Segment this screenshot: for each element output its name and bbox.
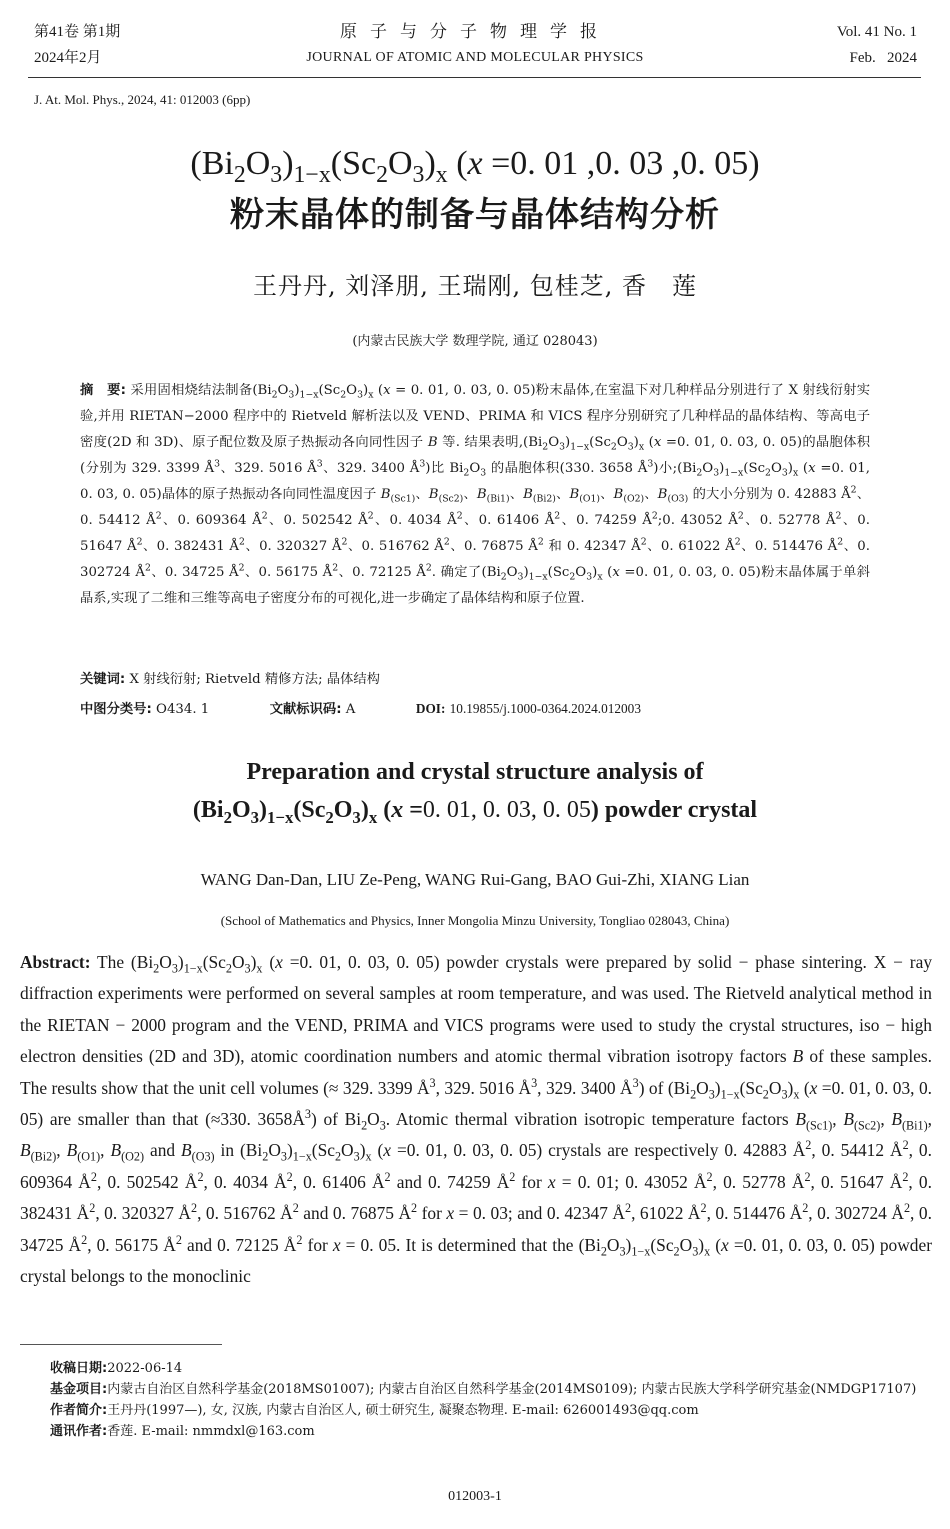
header-date-en: Feb. 2024 <box>849 50 917 66</box>
footnotes <box>50 1358 935 1442</box>
doi-label: DOI: <box>415 701 446 716</box>
fund-label: 基金项目: <box>50 1382 108 1397</box>
abstract-en-label: Abstract: <box>20 952 91 972</box>
abstract-cn <box>80 378 870 612</box>
header-volume-cn: 第41卷 第1期 <box>34 24 121 40</box>
footnote-author <box>50 1400 935 1421</box>
corresponding-label: 通讯作者: <box>50 1424 108 1439</box>
keywords-cn-label: 关键词: <box>80 672 126 687</box>
author-bio-value: 王丹丹(1997—), 女, 汉族, 内蒙古自治区人, 硕士研究生, 凝聚态物理. E-mail: 626001493@qq.com <box>107 1403 699 1418</box>
received-value: 2022-06-14 <box>107 1361 183 1376</box>
abstract-en-text: The $(Bi_2O_3)_{1-x}(Sc_2O_3)_x$ (x =0. 01, 0. 03, 0. 05) powder crystals were prepared by solid − phase sintering. X − ray diffraction experiments were performed on several samples at room temperature, and was used. The Rietveld analytical method in the RIETAN − 2000 program and the VEND, PRIMA and VICS programs were used to study the crystal structures, iso − high electron densities (2D and 3D), atomic coordination numbers and atomic thermal vibration isotropy factors B of these samples. The results show that the unit cell volumes (≈ 329. 3399 $Å^3$, 329. 5016 $Å^3$, 329. 3400 $Å^3$) of $(Bi_2O_3)_{1-x}(Sc_2O_3)_x$ (x =0. 01, 0. 03, 0. 05) are smaller than that (≈330. $3658Å^3$) of $Bi_2O_3$. Atomic thermal vibration isotropic temperature factors $B_{(Sc1)}$, $B_{(Sc2)}$, $B_{(Bi1)}$, $B_{(Bi2)}$, $B_{(O1)}$, $B_{(O2)}$ and $B_{(O3)}$ in $(Bi_2O_3)_{1-x}(Sc_2O_3)_x$ (x =0. 01, 0. 03, 0. 05) crystals are respectively 0. 42883 $Å^2$, 0. 54412 $Å^2$, 0. 609364 $Å^2$, 0. 502542 $Å^2$, 0. 4034 $Å^2$, 0. 61406 $Å^2$ and 0. 74259 $Å^2$ for x = 0. 01; 0. 43052 $Å^2$, 0. 52778 $Å^2$, 0. 51647 $Å^2$, 0. 382431 $Å^2$, 0. 320327 $Å^2$, 0. 516762 $Å^2$ and 0. 76875 $Å^2$ for x = 0. 03; and 0. 42347 $Å^2$, 61022 $Å^2$, 0. 514476 $Å^2$, 0. 302724 $Å^2$, 0. 34725 $Å^2$, 0. 56175 $Å^2$ and 0. 72125 $Å^2$ for x = 0. 05. It is determined that the $(Bi_2O_3)_{1-x}(Sc_2O_3)_x$ (x =0. 01, 0. 03, 0. 05) powder crystal belongs to the monoclinic <box>20 952 933 1287</box>
authors-cn: 王丹丹, 刘泽朋, 王瑞刚, 包桂芝, 香 莲 <box>252 272 698 300</box>
affiliation-cn: (内蒙古民族大学 数理学院, 通辽 028043) <box>352 334 598 349</box>
author-bio-label: 作者简介: <box>50 1403 108 1418</box>
header-rule <box>28 77 921 78</box>
abstract-cn-label: 摘 要: <box>80 383 126 398</box>
abstract-en <box>20 947 932 1292</box>
title-cn-formula: $(Bi_2O_3)_{1-x}(Sc_2O_3)_x$ (x =0. 01 ,0. 03 ,0. 05) <box>190 145 760 188</box>
fund-value: 内蒙古自治区自然科学基金(2018MS01007); 内蒙古自治区自然科学基金(2014MS0109); 内蒙古民族大学科学研究基金(NMDGP17107) <box>107 1382 917 1397</box>
title-en-line2: $(Bi_2O_3)_{1-x}(Sc_2O_3)_x$ (x =0. 01, 0. 03, 0. 05) powder crystal <box>192 797 758 827</box>
doc-code-value: A <box>345 702 356 717</box>
keywords-cn-text: X 射线衍射; Rietveld 精修方法; 晶体结构 <box>129 672 380 687</box>
title-en-line1: Preparation and crystal structure analysis of <box>246 759 704 785</box>
clc-value: O434. 1 <box>156 702 210 717</box>
abstract-cn-text: 采用固相烧结法制备$(Bi_2O_3)_{1-x}(Sc_2O_3)_x$ (x = 0. 01, 0. 03, 0. 05)粉末晶体,在室温下对几种样品分别进行了 X 射线衍射实验,并用 RIETAN−2000 程序中的 Rietveld 解析法以及 VEND、PRIMA 和 VICS 程序分别研究了几种样品的晶体结构、等高电子密度(2D 和 3D)、原子配位数及原子热振动各向同性因子 B 等. 结果表明$,(Bi_2O_3)_{1-x}(Sc_2O_3)_x$ (x =0. 01, 0. 03, 0. 05)的晶胞体积(分别为 329. 3399 $Å^3$、329. 5016 $Å^3$、329. 3400 $Å^3$)比 $Bi_2O_3$ 的晶胞体积(330. 3658 $Å^3$)小$;(Bi_2O_3)_{1-x}(Sc_2O_3)_x$ (x =0. 01, 0. 03, 0. 05)晶体的原子热振动各向同性温度因子 $B_{(Sc1)}$、$B_{(Sc2)}$、$B_{(Bi1)}$、$B_{(Bi2)}$、$B_{(O1)}$、$B_{(O2)}$、$B_{(O3)}$ 的大小分别为 0. 42883 $Å^2$、0. 54412 $Å^2$、0. 609364 $Å^2$、0. 502542 $Å^2$、0. 4034 $Å^2$、0. 61406 $Å^2$、0. 74259 $Å^2;0$. 43052 $Å^2$、0. 52778 $Å^2$、0. 51647 $Å^2$、0. 382431 $Å^2$、0. 320327 $Å^2$、0. 516762 $Å^2$、0. 76875 $Å^2$ 和 0. 42347 $Å^2$、0. 61022 $Å^2$、0. 514476 $Å^2$、0. 302724 $Å^2$、0. 34725 $Å^2$、0. 56175 $Å^2$、0. 72125 $Å^2$. 确定了$(Bi_2O_3)_{1-x}(Sc_2O_3)_x$ (x =0. 01, 0. 03, 0. 05)粉末晶体属于单斜晶系,实现了二维和三维等高电子密度分布的可视化,进一步确定了晶体结构和原子位置. <box>80 383 871 606</box>
header-date-cn: 2024年2月 <box>34 50 102 66</box>
received-label: 收稿日期: <box>50 1361 108 1376</box>
footnote-received <box>50 1358 935 1379</box>
header-volume-en: Vol. 41 No. 1 <box>836 24 917 40</box>
keywords-cn <box>80 668 870 687</box>
authors-en: WANG Dan-Dan, LIU Ze-Peng, WANG Rui-Gang, BAO Gui-Zhi, XIANG Lian <box>200 870 750 889</box>
classification-line <box>80 698 870 717</box>
corresponding-value: 香莲. E-mail: nmmdxl@163.com <box>107 1424 315 1439</box>
footnote-rule <box>20 1344 222 1345</box>
page-number: 012003-1 <box>448 1489 502 1504</box>
footnote-fund <box>50 1379 935 1400</box>
citation: J. At. Mol. Phys., 2024, 41: 012003 (6pp) <box>34 92 251 107</box>
title-cn: 粉末晶体的制备与晶体结构分析 <box>230 195 720 235</box>
journal-title-cn: 原子与分子物理学报 <box>340 22 610 42</box>
doi-value[interactable]: 10.19855/j.1000-0364.2024.012003 <box>449 701 641 716</box>
journal-title-en: JOURNAL OF ATOMIC AND MOLECULAR PHYSICS <box>306 50 644 65</box>
footnote-corresponding <box>50 1421 935 1442</box>
clc-label: 中图分类号: <box>80 702 152 717</box>
doc-code-label: 文献标识码: <box>269 702 342 717</box>
affiliation-en: (School of Mathematics and Physics, Inner Mongolia Minzu University, Tongliao 028043, China) <box>220 913 730 928</box>
